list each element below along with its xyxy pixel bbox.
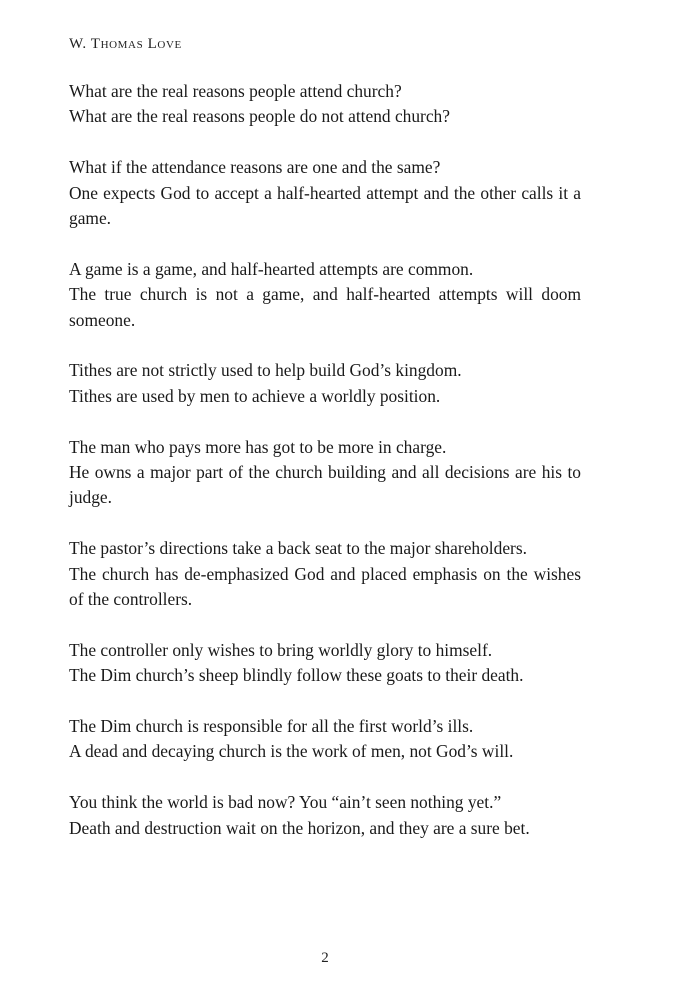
stanza bbox=[69, 435, 581, 511]
stanza bbox=[69, 257, 581, 333]
poem-line: He owns a major part of the church building and all decisions are his to judge. bbox=[69, 462, 581, 508]
poem-line: What are the real reasons people do not attend church? bbox=[69, 106, 450, 127]
stanza bbox=[69, 790, 581, 841]
poem-line: You think the world is bad now? You “ain’t seen nothing yet.” bbox=[69, 792, 502, 813]
stanza bbox=[69, 714, 581, 765]
poem-line: A dead and decaying church is the work of men, not God’s will. bbox=[69, 741, 514, 762]
poem-line: A game is a game, and half-hearted attempts are common. bbox=[69, 258, 474, 279]
poem-line: The controller only wishes to bring worldly glory to himself. bbox=[69, 639, 493, 660]
poem-line: The true church is not a game, and half-hearted attempts will doom someone. bbox=[69, 284, 581, 330]
stanza bbox=[69, 155, 581, 231]
poem-line: What are the real reasons people attend church? bbox=[69, 81, 402, 101]
stanza bbox=[69, 536, 581, 612]
poem-line: The church has de-emphasized God and placed emphasis on the wishes of the controllers. bbox=[69, 563, 581, 610]
poem-line: Tithes are not strictly used to help build God’s kingdom. bbox=[69, 360, 462, 381]
stanza bbox=[69, 638, 581, 689]
poem-line: The Dim church is responsible for all the first world’s ills. bbox=[69, 716, 474, 737]
stanza bbox=[69, 79, 581, 130]
poem-body bbox=[69, 79, 581, 866]
stanza bbox=[69, 358, 581, 409]
running-head-author: W. Thomas Love bbox=[69, 36, 182, 52]
poem-line: What if the attendance reasons are one and the same? bbox=[69, 157, 441, 178]
poem-line: The man who pays more has got to be more in charge. bbox=[69, 436, 447, 457]
poem-line: One expects God to accept a half-hearted attempt and the other calls it a game. bbox=[69, 182, 581, 229]
poem-line: Death and destruction wait on the horizon, and they are a sure bet. bbox=[69, 817, 530, 838]
page-number: 2 bbox=[321, 950, 329, 966]
poem-line: The Dim church’s sheep blindly follow these goats to their death. bbox=[69, 665, 524, 686]
poem-line: The pastor’s directions take a back seat to the major shareholders. bbox=[69, 538, 527, 559]
poem-line: Tithes are used by men to achieve a worldly position. bbox=[69, 385, 441, 406]
